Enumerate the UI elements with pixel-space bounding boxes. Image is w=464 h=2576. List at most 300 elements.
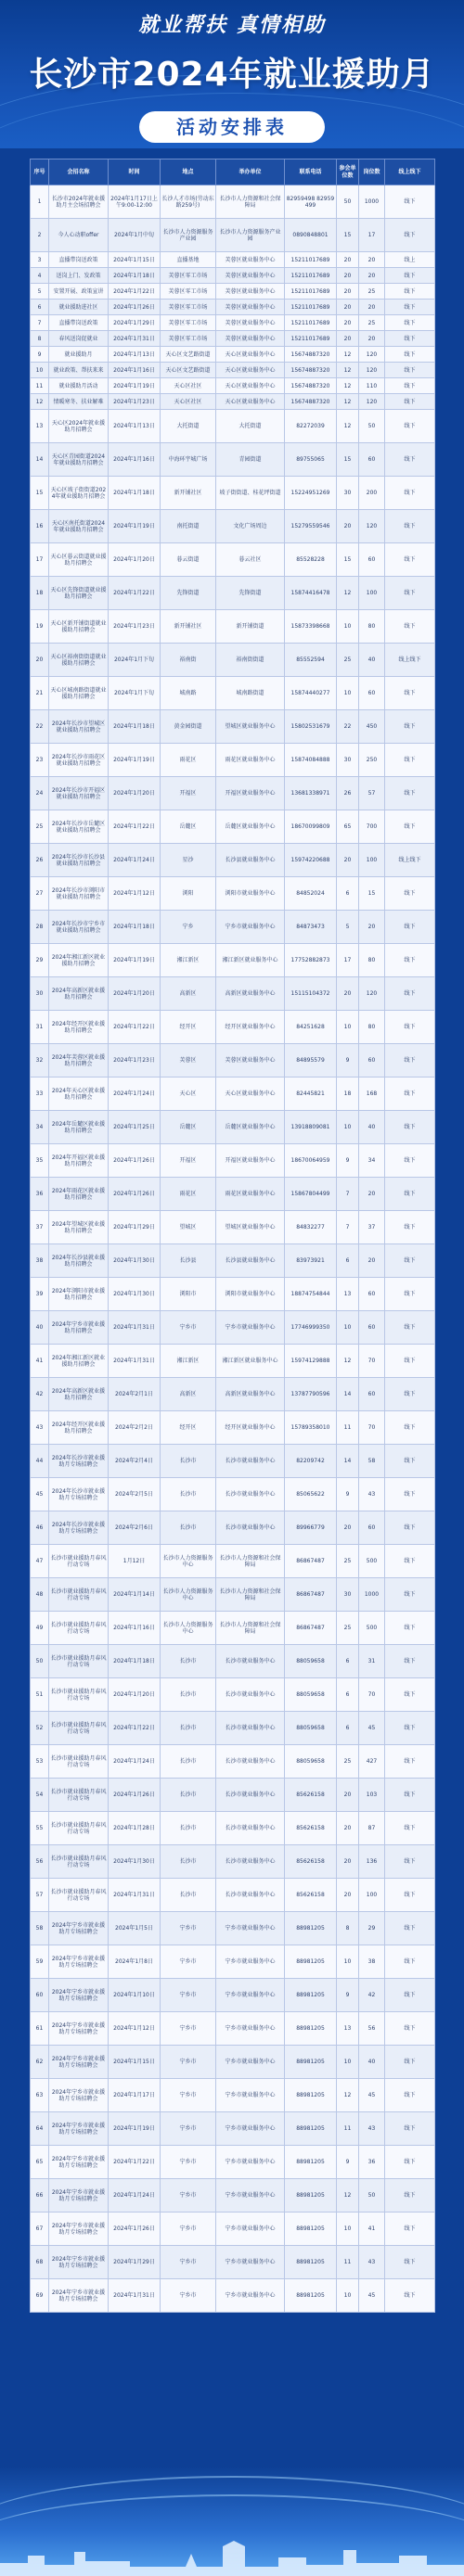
table-cell: 84251628 xyxy=(285,1011,337,1044)
table-cell: 9 xyxy=(337,2146,359,2179)
table-cell: 49 xyxy=(31,1612,49,1645)
table-row xyxy=(31,644,435,677)
table-cell: 500 xyxy=(359,1612,385,1645)
table-cell: 53 xyxy=(31,1745,49,1779)
table-cell: 线下 xyxy=(385,1445,435,1478)
table-cell: 12 xyxy=(337,394,359,410)
page-subtitle: 活动安排表 xyxy=(139,111,325,143)
table-cell: 17 xyxy=(31,543,49,577)
table-cell: 168 xyxy=(359,1078,385,1111)
table-cell: 8 xyxy=(31,331,49,347)
table-cell: 天心区社区 xyxy=(161,394,216,410)
table-cell: 线下 xyxy=(385,2213,435,2246)
table-row xyxy=(31,777,435,810)
table-cell: 60 xyxy=(359,1044,385,1078)
table-row xyxy=(31,477,435,510)
table-cell: 线下 xyxy=(385,944,435,977)
table-cell: 长沙市2024年就业援助月主会场招聘会 xyxy=(49,185,109,219)
table-cell: 裕南街街道 xyxy=(216,644,285,677)
table-cell: 2024年湘江新区就业援助月招聘会 xyxy=(49,944,109,977)
table-row xyxy=(31,219,435,252)
table-cell: 60 xyxy=(31,1979,49,2012)
table-cell: 长沙市人力资源服务产业园 xyxy=(216,219,285,252)
table-cell: 11 xyxy=(337,2246,359,2279)
table-cell: 长沙市 xyxy=(161,1645,216,1678)
table-cell: 47 xyxy=(31,1545,49,1578)
table-cell: 250 xyxy=(359,744,385,777)
table-row xyxy=(31,2112,435,2146)
table-cell: 天心区暮云街道就业援助月招聘会 xyxy=(49,543,109,577)
table-row xyxy=(31,1411,435,1445)
table-cell: 450 xyxy=(359,710,385,744)
table-cell: 2024年长沙市雨花区就业援助月招聘会 xyxy=(49,744,109,777)
table-cell: 38 xyxy=(359,1945,385,1979)
table-cell: 20 xyxy=(337,252,359,268)
table-cell: 宁乡市 xyxy=(161,2146,216,2179)
table-cell: 85552594 xyxy=(285,644,337,677)
table-cell: 20 xyxy=(337,331,359,347)
table-cell: 长沙市人力资源和社会保障局 xyxy=(216,1612,285,1645)
table-row xyxy=(31,2046,435,2079)
table-cell: 34 xyxy=(31,1111,49,1144)
table-cell: 就业援助进社区 xyxy=(49,300,109,315)
table-row xyxy=(31,1779,435,1812)
table-row xyxy=(31,185,435,219)
table-cell: 2024年1月22日 xyxy=(109,1712,161,1745)
table-cell: 2024年1月16日 xyxy=(109,443,161,477)
table-cell: 2024年宁乡市就业援助月专场招聘会 xyxy=(49,2246,109,2279)
table-cell: 新开铺街道 xyxy=(216,610,285,644)
table-cell: 2024年宁乡市就业援助月专场招聘会 xyxy=(49,2179,109,2213)
table-cell: 雨花区就业服务中心 xyxy=(216,1178,285,1211)
table-row xyxy=(31,977,435,1011)
table-row xyxy=(31,315,435,331)
table-cell: 29 xyxy=(31,944,49,977)
table-cell: 85626158 xyxy=(285,1845,337,1879)
table-cell: 线下 xyxy=(385,510,435,543)
table-cell: 25 xyxy=(31,810,49,844)
table-cell: 18 xyxy=(337,1078,359,1111)
table-cell: 86867487 xyxy=(285,1578,337,1612)
table-cell: 线下 xyxy=(385,268,435,284)
table-cell: 700 xyxy=(359,810,385,844)
table-cell: 线上线下 xyxy=(385,644,435,677)
table-cell: 岳麓区 xyxy=(161,810,216,844)
table-cell: 线下 xyxy=(385,744,435,777)
table-cell: 春风送岗促就业 xyxy=(49,331,109,347)
table-cell: 67 xyxy=(31,2213,49,2246)
table-cell: 长沙市就业援助月春风行动专场 xyxy=(49,1712,109,1745)
table-cell: 线下 xyxy=(385,219,435,252)
table-cell: 2024年1月下旬 xyxy=(109,677,161,710)
table-cell: 60 xyxy=(359,1311,385,1345)
table-cell: 2024年长沙市就业援助月专场招聘会 xyxy=(49,1511,109,1545)
table-cell: 88981205 xyxy=(285,2012,337,2046)
table-cell: 12 xyxy=(337,577,359,610)
table-row xyxy=(31,1645,435,1678)
table-cell: 12 xyxy=(337,2079,359,2112)
table-cell: 2024年雨花区就业援助月招聘会 xyxy=(49,1178,109,1211)
table-cell: 6 xyxy=(337,1244,359,1278)
table-cell: 9 xyxy=(337,1979,359,2012)
table-cell: 15873398668 xyxy=(285,610,337,644)
table-cell: 线下 xyxy=(385,1178,435,1211)
table-cell: 7 xyxy=(31,315,49,331)
table-cell: 裕南街 xyxy=(161,644,216,677)
table-cell: 85626158 xyxy=(285,1879,337,1912)
table-cell: 线下 xyxy=(385,394,435,410)
table-cell: 14 xyxy=(337,1445,359,1478)
table-cell: 2024年天心区就业援助月招聘会 xyxy=(49,1078,109,1111)
table-cell: 25 xyxy=(337,1545,359,1578)
table-cell: 长沙市人力资源服务中心 xyxy=(161,1612,216,1645)
table-cell: 54 xyxy=(31,1779,49,1812)
table-cell: 线下 xyxy=(385,2246,435,2279)
table-cell: 文化广场周边 xyxy=(216,510,285,543)
table-cell: 20 xyxy=(359,911,385,944)
table-cell: 1 xyxy=(31,185,49,219)
table-row xyxy=(31,331,435,347)
table-cell: 62 xyxy=(31,2046,49,2079)
table-cell: 芙蓉区就业服务中心 xyxy=(216,268,285,284)
table-cell: 100 xyxy=(359,1879,385,1912)
table-cell: 线下 xyxy=(385,300,435,315)
table-cell: 2024年宁乡市就业援助月专场招聘会 xyxy=(49,2146,109,2179)
table-cell: 2024年宁乡市就业援助月专场招聘会 xyxy=(49,2213,109,2246)
table-cell: 宁乡市 xyxy=(161,2079,216,2112)
table-cell: 2024年长沙市岳麓区就业援助月招聘会 xyxy=(49,810,109,844)
table-cell: 15211017689 xyxy=(285,331,337,347)
table-cell: 15874416478 xyxy=(285,577,337,610)
table-cell: 长沙市人力资源服务中心 xyxy=(161,1578,216,1612)
table-cell: 20 xyxy=(337,1779,359,1812)
table-cell: 望城区 xyxy=(161,1211,216,1244)
table-row xyxy=(31,1011,435,1044)
table-cell: 20 xyxy=(359,252,385,268)
table-row xyxy=(31,300,435,315)
table-cell: 25 xyxy=(359,284,385,300)
table-cell: 线下 xyxy=(385,543,435,577)
table-cell: 40 xyxy=(31,1311,49,1345)
table-row xyxy=(31,1511,435,1545)
table-cell: 20 xyxy=(337,510,359,543)
table-cell: 60 xyxy=(359,677,385,710)
table-cell: 5 xyxy=(337,911,359,944)
table-cell: 25 xyxy=(337,1745,359,1779)
table-cell: 长沙市 xyxy=(161,1845,216,1879)
table-cell: 70 xyxy=(359,1411,385,1445)
table-cell: 2024年1月26日 xyxy=(109,300,161,315)
column-header: 时间 xyxy=(109,159,161,185)
table-cell: 天心区就业服务中心 xyxy=(216,363,285,378)
table-cell: 宁乡市就业服务中心 xyxy=(216,1311,285,1345)
schedule-table-container xyxy=(30,159,434,2313)
table-cell: 线下 xyxy=(385,877,435,911)
table-cell: 25 xyxy=(359,315,385,331)
table-cell: 天心区文艺路街道 xyxy=(161,347,216,363)
table-row xyxy=(31,1912,435,1945)
table-cell: 芙蓉区零工市场 xyxy=(161,315,216,331)
table-cell: 2024年2月1日 xyxy=(109,1378,161,1411)
table-cell: 湘江新区就业服务中心 xyxy=(216,1345,285,1378)
table-cell: 2024年长沙市长沙县就业援助月招聘会 xyxy=(49,844,109,877)
table-cell: 开福区 xyxy=(161,1144,216,1178)
table-cell: 岳麓区 xyxy=(161,1111,216,1144)
table-cell: 2024年1月18日 xyxy=(109,710,161,744)
table-row xyxy=(31,1211,435,1244)
table-cell: 2024年宁乡市就业援助月专场招聘会 xyxy=(49,2012,109,2046)
table-cell: 坡子街街道、桂花坪街道 xyxy=(216,477,285,510)
table-cell: 2024年1月31日 xyxy=(109,1879,161,1912)
table-cell: 85065622 xyxy=(285,1478,337,1511)
table-cell: 岳麓区就业服务中心 xyxy=(216,810,285,844)
table-cell: 2024年1月19日 xyxy=(109,2112,161,2146)
table-cell: 68 xyxy=(31,2246,49,2279)
table-cell: 88059658 xyxy=(285,1745,337,1779)
table-cell: 88981205 xyxy=(285,2079,337,2112)
table-cell: 就业援助月活动 xyxy=(49,378,109,394)
table-cell: 103 xyxy=(359,1779,385,1812)
table-cell: 86867487 xyxy=(285,1612,337,1645)
footer-decoration xyxy=(0,2467,464,2576)
table-cell: 2024年宁乡市就业援助月专场招聘会 xyxy=(49,2046,109,2079)
table-cell: 0890848801 xyxy=(285,219,337,252)
table-cell: 38 xyxy=(31,1244,49,1278)
table-cell: 89755065 xyxy=(285,443,337,477)
table-cell: 大托街道 xyxy=(161,410,216,443)
table-cell: 浏阳市 xyxy=(161,1278,216,1311)
table-cell: 19 xyxy=(31,610,49,644)
table-row xyxy=(31,1945,435,1979)
table-cell: 望城区就业服务中心 xyxy=(216,710,285,744)
table-cell: 40 xyxy=(359,644,385,677)
table-cell: 15867804499 xyxy=(285,1178,337,1211)
table-cell: 线下 xyxy=(385,363,435,378)
table-cell: 2024年1月25日 xyxy=(109,1111,161,1144)
table-cell: 芙蓉区就业服务中心 xyxy=(216,315,285,331)
table-cell: 线下 xyxy=(385,185,435,219)
table-cell: 12 xyxy=(337,2179,359,2213)
table-row xyxy=(31,1979,435,2012)
table-cell: 天心区先锋街道就业援助月招聘会 xyxy=(49,577,109,610)
table-cell: 15974220688 xyxy=(285,844,337,877)
table-cell: 69 xyxy=(31,2279,49,2313)
table-cell: 天心区城南路街道就业援助月招聘会 xyxy=(49,677,109,710)
table-cell: 长沙市 xyxy=(161,1712,216,1745)
table-cell: 83973921 xyxy=(285,1244,337,1278)
table-cell: 宁乡市就业服务中心 xyxy=(216,2146,285,2179)
table-cell: 线下 xyxy=(385,2279,435,2313)
table-cell: 宁乡市 xyxy=(161,2012,216,2046)
table-cell: 就业援助月 xyxy=(49,347,109,363)
table-cell: 20 xyxy=(337,315,359,331)
table-cell: 2024年1月29日 xyxy=(109,1211,161,1244)
table-cell: 长沙市就业援助月春风行动专场 xyxy=(49,1545,109,1578)
table-cell: 直播带岗送政策 xyxy=(49,315,109,331)
table-cell: 36 xyxy=(359,2146,385,2179)
city-skyline-icon xyxy=(0,2539,464,2576)
table-cell: 82272039 xyxy=(285,410,337,443)
table-cell: 经开区就业服务中心 xyxy=(216,1411,285,1445)
table-cell: 长沙市 xyxy=(161,1478,216,1511)
table-cell: 长沙市就业援助月春风行动专场 xyxy=(49,1612,109,1645)
table-cell: 天心区就业服务中心 xyxy=(216,394,285,410)
table-cell: 线下 xyxy=(385,1144,435,1178)
table-cell: 2024年1月12日 xyxy=(109,2012,161,2046)
table-header xyxy=(31,159,435,185)
table-row xyxy=(31,1712,435,1745)
table-cell: 长沙市就业服务中心 xyxy=(216,1779,285,1812)
table-row xyxy=(31,1545,435,1578)
table-cell: 70 xyxy=(359,1678,385,1712)
table-cell: 送岗上门、发政策 xyxy=(49,268,109,284)
table-cell: 37 xyxy=(359,1211,385,1244)
table-cell: 41 xyxy=(359,2213,385,2246)
table-cell: 2024年1月26日 xyxy=(109,2213,161,2246)
table-cell: 先锋街道 xyxy=(216,577,285,610)
table-cell: 85626158 xyxy=(285,1812,337,1845)
table-cell: 15211017689 xyxy=(285,268,337,284)
table-row xyxy=(31,1144,435,1178)
schedule-table xyxy=(30,159,435,2313)
table-cell: 芙蓉区零工市场 xyxy=(161,331,216,347)
table-row xyxy=(31,1244,435,1278)
table-cell: 39 xyxy=(31,1278,49,1311)
table-cell: 2024年1月17日上午9:00-12:00 xyxy=(109,185,161,219)
table-cell: 宁乡市 xyxy=(161,1945,216,1979)
table-cell: 2024年1月30日 xyxy=(109,1278,161,1311)
table-cell: 15211017689 xyxy=(285,252,337,268)
table-cell: 8 xyxy=(337,1912,359,1945)
table-cell: 芙蓉区 xyxy=(161,1044,216,1078)
table-cell: 2024年1月14日 xyxy=(109,1578,161,1612)
table-cell: 65 xyxy=(337,810,359,844)
table-row xyxy=(31,284,435,300)
column-header: 联系电话 xyxy=(285,159,337,185)
table-cell: 120 xyxy=(359,510,385,543)
table-cell: 20 xyxy=(337,844,359,877)
table-cell: 4 xyxy=(31,268,49,284)
table-cell: 2024年宁乡市就业援助月专场招聘会 xyxy=(49,1912,109,1945)
table-cell: 86867487 xyxy=(285,1545,337,1578)
table-cell: 新开铺社区 xyxy=(161,610,216,644)
table-cell: 宁乡市就业服务中心 xyxy=(216,2079,285,2112)
table-cell: 17746999350 xyxy=(285,1311,337,1345)
table-cell: 2024年1月下旬 xyxy=(109,644,161,677)
table-cell: 50 xyxy=(359,410,385,443)
table-cell: 开福区 xyxy=(161,777,216,810)
table-cell: 70 xyxy=(359,1345,385,1378)
table-cell: 长沙县就业服务中心 xyxy=(216,844,285,877)
table-cell: 天心区坡子街街道2024年就业援助月招聘会 xyxy=(49,477,109,510)
table-cell: 2024年长沙市就业援助月专场招聘会 xyxy=(49,1478,109,1511)
table-cell: 15874084888 xyxy=(285,744,337,777)
table-cell: 56 xyxy=(359,2012,385,2046)
table-cell: 43 xyxy=(359,1478,385,1511)
table-cell: 42 xyxy=(31,1378,49,1411)
table-cell: 2024年1月18日 xyxy=(109,1645,161,1678)
table-row xyxy=(31,1111,435,1144)
table-cell: 2024年2月5日 xyxy=(109,1478,161,1511)
table-cell: 136 xyxy=(359,1845,385,1879)
page-header xyxy=(0,0,464,148)
table-cell: 2024年宁乡市就业援助月专场招聘会 xyxy=(49,1945,109,1979)
table-cell: 500 xyxy=(359,1545,385,1578)
table-cell: 高新区就业服务中心 xyxy=(216,1378,285,1411)
table-row xyxy=(31,1178,435,1211)
table-cell: 经开区就业服务中心 xyxy=(216,1011,285,1044)
table-cell: 57 xyxy=(31,1879,49,1912)
table-cell: 2024年高新区就业援助月招聘会 xyxy=(49,1378,109,1411)
table-cell: 2024年1月19日 xyxy=(109,378,161,394)
table-row xyxy=(31,677,435,710)
table-cell: 线下 xyxy=(385,1378,435,1411)
table-cell: 46 xyxy=(31,1511,49,1545)
table-cell: 2024年1月18日 xyxy=(109,911,161,944)
table-cell: 43 xyxy=(359,2112,385,2146)
table-cell: 12 xyxy=(337,410,359,443)
table-cell: 长沙市就业援助月春风行动专场 xyxy=(49,1879,109,1912)
table-cell: 线下 xyxy=(385,911,435,944)
table-cell: 天心区就业服务中心 xyxy=(216,378,285,394)
table-cell: 2024年1月30日 xyxy=(109,1244,161,1278)
table-row xyxy=(31,1378,435,1411)
table-cell: 长沙市 xyxy=(161,1678,216,1712)
table-row xyxy=(31,443,435,477)
table-cell: 大托街道 xyxy=(216,410,285,443)
table-cell: 9 xyxy=(31,347,49,363)
table-cell: 线下 xyxy=(385,2079,435,2112)
table-cell: 宁乡市就业服务中心 xyxy=(216,2213,285,2246)
table-cell: 18670064959 xyxy=(285,1144,337,1178)
table-cell: 7 xyxy=(337,1211,359,1244)
table-cell: 线下 xyxy=(385,1645,435,1678)
table-row xyxy=(31,1478,435,1511)
table-cell: 88059658 xyxy=(285,1678,337,1712)
table-cell: 芙蓉区就业服务中心 xyxy=(216,252,285,268)
table-cell: 15 xyxy=(31,477,49,510)
table-cell: 岳麓区就业服务中心 xyxy=(216,1111,285,1144)
table-cell: 2024年开福区就业援助月招聘会 xyxy=(49,1144,109,1178)
table-cell: 宁乡市就业服务中心 xyxy=(216,2179,285,2213)
table-cell: 线下 xyxy=(385,1545,435,1578)
table-cell: 雨花区就业服务中心 xyxy=(216,744,285,777)
table-cell: 12 xyxy=(31,394,49,410)
table-cell: 60 xyxy=(359,443,385,477)
table-cell: 天心区南托街道2024年就业援助月招聘会 xyxy=(49,510,109,543)
table-cell: 宁乡市就业服务中心 xyxy=(216,2279,285,2313)
table-row xyxy=(31,744,435,777)
table-cell: 线下 xyxy=(385,315,435,331)
table-cell: 湘江新区 xyxy=(161,944,216,977)
table-cell: 34 xyxy=(359,1144,385,1178)
table-cell: 宁乡市就业服务中心 xyxy=(216,911,285,944)
table-cell: 直播带岗送政策 xyxy=(49,252,109,268)
table-cell: 天心区文艺路街道 xyxy=(161,363,216,378)
table-cell: 42 xyxy=(359,1979,385,2012)
table-row xyxy=(31,2012,435,2046)
table-cell: 2024年宁乡市就业援助月专场招聘会 xyxy=(49,2279,109,2313)
table-cell: 线下 xyxy=(385,977,435,1011)
table-cell: 20 xyxy=(359,300,385,315)
table-cell: 60 xyxy=(359,1278,385,1311)
table-cell: 线下 xyxy=(385,2112,435,2146)
table-body xyxy=(31,185,435,2313)
table-cell: 2024年1月29日 xyxy=(109,2246,161,2279)
table-cell: 湘江新区 xyxy=(161,1345,216,1378)
table-cell: 长沙市人力资源服务中心 xyxy=(161,1545,216,1578)
table-cell: 2024年1月26日 xyxy=(109,1178,161,1211)
